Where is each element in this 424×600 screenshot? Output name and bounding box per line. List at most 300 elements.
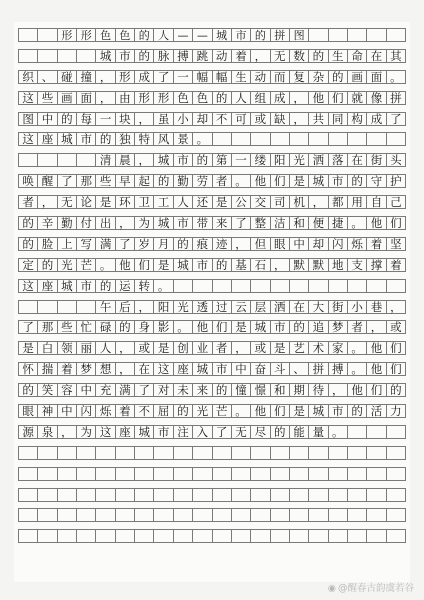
grid-cell: ， [271,259,290,272]
grid-cell: 岁 [135,238,154,251]
grid-cell: 光 [290,154,309,167]
grid-cell: 司 [271,196,290,209]
grid-cell [96,509,115,521]
grid-cell [19,509,38,521]
grid-cell: 写 [77,238,96,251]
grid-cell [367,426,386,439]
grid-cell: 他 [309,92,328,105]
grid-cell: 了 [154,71,173,84]
grid-cell: 城 [154,154,173,167]
grid-cell: 层 [251,301,270,314]
grid-cell [271,280,290,293]
grid-cell: 们 [213,321,232,334]
grid-cell: 带 [193,217,212,230]
grid-cell: 城 [154,217,173,230]
grid-cell [213,530,232,542]
grid-cell [387,447,406,459]
grid-cell: 组 [251,92,270,105]
grid-cell: 劳 [193,175,212,188]
grid-cell [290,530,309,542]
grid-cell [271,489,290,501]
watermark [328,580,414,594]
grid-cell: 支 [348,259,367,272]
grid-cell [154,468,173,480]
grid-cell [38,509,57,521]
grid-cell: 护 [387,175,406,188]
grid-cell: 大 [309,301,328,314]
grid-cell: 了 [213,426,232,439]
grid-cell: 们 [329,92,348,105]
grid-cell: 碰 [58,71,77,84]
grid-cell: 的 [135,29,154,42]
grid-cell: 着 [232,50,251,63]
grid-cell [329,447,348,459]
grid-cell [58,301,77,314]
grid-cell [290,509,309,521]
grid-cell: 的 [174,238,193,251]
grid-cell: 。 [154,280,173,293]
grid-row [18,404,406,418]
grid-cell: 眼 [19,405,38,418]
grid-cell [251,468,270,480]
grid-cell: 市 [329,405,348,418]
grid-cell: 力 [387,405,406,418]
grid-cell: 色 [193,92,212,105]
grid-cell: 定 [19,259,38,272]
grid-cell [213,447,232,459]
grid-cell: 形 [135,92,154,105]
grid-cell: 想 [96,363,115,376]
grid-cell [232,468,251,480]
grid-cell: 们 [387,217,406,230]
grid-cell: 。 [232,405,251,418]
grid-cell: 撞 [77,71,96,84]
grid-cell: 了 [135,384,154,397]
grid-cell: 自 [367,196,386,209]
grid-cell: 城 [213,29,232,42]
grid-cell [135,447,154,459]
grid-row [18,300,406,314]
grid-cell: 们 [271,175,290,188]
grid-cell: 晨 [116,154,135,167]
grid-cell: 。 [348,363,367,376]
grid-cell: ， [232,342,251,355]
grid-cell: 环 [116,196,135,209]
grid-cell: ， [96,71,115,84]
grid-cell: 无 [232,426,251,439]
grid-cell [77,530,96,542]
grid-cell: 忙 [77,321,96,334]
grid-cell: 清 [96,154,115,167]
grid-cell: 洒 [309,154,328,167]
grid-cell [329,468,348,480]
grid-cell: 丽 [77,342,96,355]
grid-cell: 来 [193,384,212,397]
grid-cell [348,489,367,501]
grid-cell: 、 [38,71,57,84]
grid-cell [232,280,251,293]
grid-cell: 尽 [251,426,270,439]
grid-cell: 出 [96,217,115,230]
grid-cell: 画 [58,92,77,105]
grid-cell: 人 [232,92,251,105]
grid-cell [251,530,270,542]
grid-cell: 在 [348,154,367,167]
grid-cell: 芒 [213,405,232,418]
grid-row [18,112,406,126]
grid-cell: 数 [290,50,309,63]
grid-cell [19,489,38,501]
grid-cell [348,280,367,293]
grid-cell [154,447,173,459]
grid-cell: 艺 [290,342,309,355]
grid-cell [77,154,96,167]
grid-cell: 织 [19,71,38,84]
grid-cell: 色 [116,29,135,42]
grid-cell [58,489,77,501]
grid-cell: 市 [271,321,290,334]
grid-cell: 巷 [367,301,386,314]
grid-cell [77,489,96,501]
grid-cell: 们 [367,384,386,397]
grid-cell: 那 [38,321,57,334]
grid-cell: 满 [96,238,115,251]
grid-cell: 创 [174,342,193,355]
grid-cell [38,447,57,459]
watermark-text: @醒春古韵虞若谷 [337,583,414,594]
grid-cell [329,133,348,146]
grid-cell: 活 [367,405,386,418]
grid-cell: 是 [290,405,309,418]
grid-cell: 后 [116,301,135,314]
grid-cell: 用 [348,196,367,209]
grid-cell: 不 [213,113,232,126]
grid-cell [290,280,309,293]
grid-cell: 对 [154,384,173,397]
grid-cell [251,489,270,501]
grid-cell: 跳 [193,50,212,63]
grid-cell: 整 [251,217,270,230]
grid-cell: 生 [232,71,251,84]
grid-cell: 。 [232,175,251,188]
grid-cell: 憧 [232,384,251,397]
grid-row [18,279,406,293]
grid-cell [174,509,193,521]
grid-cell: 座 [38,133,57,146]
grid-cell: 论 [77,196,96,209]
grid-cell [348,447,367,459]
grid-cell: 在 [135,363,154,376]
grid-row [18,362,406,376]
grid-cell [213,509,232,521]
title-row [18,28,406,42]
grid-cell: 神 [38,405,57,418]
grid-cell [96,447,115,459]
grid-cell: 着 [387,259,406,272]
grid-cell: 们 [135,259,154,272]
grid-cell: 他 [367,342,386,355]
grid-cell: 付 [77,217,96,230]
grid-cell: 者 [213,175,232,188]
grid-cell: 可 [232,113,251,126]
grid-cell: 这 [19,280,38,293]
grid-row [18,320,406,334]
grid-cell: 者 [213,342,232,355]
grid-cell: 云 [232,301,251,314]
grid-cell: ， [290,113,309,126]
grid-cell: 座 [116,426,135,439]
grid-cell: 头 [387,154,406,167]
grid-cell [58,50,77,63]
grid-cell: 城 [174,259,193,272]
grid-cell: 的 [348,405,367,418]
grid-cell: ， [232,238,251,251]
grid-cell [348,133,367,146]
grid-cell: 捷 [329,217,348,230]
grid-cell [19,301,38,314]
grid-cell: 幅 [193,71,212,84]
grid-cell: 唤 [19,175,38,188]
grid-row [18,529,406,543]
grid-cell: 烁 [96,405,115,418]
grid-cell: ， [309,196,328,209]
grid-cell [251,509,270,521]
grid-cell: 芒 [77,259,96,272]
grid-cell [135,530,154,542]
grid-cell [193,530,212,542]
grid-cell [38,50,57,63]
grid-cell [387,468,406,480]
grid-cell: ， [58,426,77,439]
grid-cell: ， [387,301,406,314]
grid-cell [96,530,115,542]
grid-cell: ， [367,321,386,334]
grid-cell: 阳 [271,154,290,167]
grid-cell: 追 [309,321,328,334]
grid-cell: 闪 [77,405,96,418]
grid-cell: 是 [154,259,173,272]
grid-cell [77,509,96,521]
grid-cell: 面 [367,71,386,84]
grid-cell: 。 [174,321,193,334]
grid-row [18,258,406,272]
grid-cell: 色 [96,29,115,42]
grid-cell [232,447,251,459]
grid-cell [135,489,154,501]
grid-cell: 充 [96,384,115,397]
grid-cell: 午 [96,301,115,314]
grid-cell: 座 [38,280,57,293]
grid-cell [348,530,367,542]
grid-cell: 人 [154,29,173,42]
grid-cell: ， [116,363,135,376]
grid-cell: 己 [387,196,406,209]
grid-row [18,446,406,460]
grid-cell: 工 [154,196,173,209]
grid-cell: 拼 [387,92,406,105]
grid-cell [348,468,367,480]
grid-cell: 的 [387,384,406,397]
grid-cell: 却 [193,113,212,126]
grid-cell [329,530,348,542]
grid-cell [232,509,251,521]
grid-cell: 痕 [193,238,212,251]
grid-cell: 是 [19,342,38,355]
grid-cell: 笑 [38,384,57,397]
grid-cell: 身 [135,321,154,334]
grid-cell [329,280,348,293]
grid-cell: 的 [96,280,115,293]
grid-cell [290,133,309,146]
grid-cell [329,29,348,42]
grid-cell: 了 [387,113,406,126]
grid-cell: 命 [348,50,367,63]
grid-row [18,508,406,522]
grid-cell: 在 [290,301,309,314]
grid-cell [213,280,232,293]
grid-cell [19,50,38,63]
grid-cell: 的 [213,92,232,105]
grid-cell: 脸 [38,238,57,251]
grid-cell: 市 [174,217,193,230]
grid-cell: 无 [271,50,290,63]
grid-cell [58,509,77,521]
grid-cell: 满 [116,384,135,397]
grid-cell: 洁 [271,217,290,230]
grid-cell [154,530,173,542]
grid-cell: 的 [213,384,232,397]
grid-cell: 坚 [387,238,406,251]
grid-row [18,132,406,146]
grid-cell: 。 [329,426,348,439]
grid-cell [271,509,290,521]
grid-cell [193,447,212,459]
grid-cell: 这 [19,92,38,105]
grid-cell: 些 [58,321,77,334]
grid-cell: 们 [271,405,290,418]
grid-cell: — [174,29,193,42]
grid-cell: 屈 [154,405,173,418]
grid-cell [387,426,406,439]
grid-cell: 着 [116,405,135,418]
grid-cell: ， [135,154,154,167]
grid-cell [58,530,77,542]
grid-cell: 梦 [329,321,348,334]
grid-cell: 。 [387,71,406,84]
grid-cell: 闪 [329,238,348,251]
grid-row [18,341,406,355]
grid-cell: 的 [329,71,348,84]
grid-cell: 的 [58,113,77,126]
grid-cell: 复 [290,71,309,84]
grid-cell: 憬 [251,384,270,397]
grid-cell [387,509,406,521]
grid-cell [387,133,406,146]
grid-cell [290,447,309,459]
grid-cell: 的 [193,154,212,167]
grid-cell [174,468,193,480]
grid-cell [367,280,386,293]
grid-cell: 他 [251,175,270,188]
grid-row [18,70,406,84]
grid-cell: 或 [251,342,270,355]
grid-cell [271,530,290,542]
grid-cell: 幅 [213,71,232,84]
grid-cell: ， [135,113,154,126]
grid-cell: ， [116,342,135,355]
grid-cell: 城 [58,280,77,293]
grid-cell [309,509,328,521]
grid-cell: 辛 [38,217,57,230]
grid-cell [367,29,386,42]
grid-cell [213,468,232,480]
grid-cell: 揣 [38,363,57,376]
grid-cell: 些 [38,92,57,105]
grid-cell: 却 [309,238,328,251]
grid-cell: 像 [367,92,386,105]
grid-cell: 构 [348,113,367,126]
grid-cell: 守 [367,175,386,188]
grid-cell: 术 [309,342,328,355]
grid-cell [367,468,386,480]
grid-cell: 眼 [271,238,290,251]
grid-cell: 基 [232,259,251,272]
grid-cell: 中 [38,113,57,126]
grid-cell: 洒 [271,301,290,314]
grid-cell: 一 [174,71,193,84]
grid-cell: 碌 [96,321,115,334]
grid-cell: 入 [193,426,212,439]
grid-cell [77,468,96,480]
grid-cell: 而 [271,71,290,84]
grid-cell: 面 [77,92,96,105]
grid-row [18,425,406,439]
grid-cell: 城 [193,363,212,376]
grid-cell: 能 [290,426,309,439]
grid-cell: 虽 [154,113,173,126]
grid-cell [154,509,173,521]
grid-cell: 中 [290,238,309,251]
grid-cell: 待 [309,384,328,397]
grid-cell: 容 [58,384,77,397]
grid-cell: 是 [290,175,309,188]
grid-cell: 了 [58,175,77,188]
grid-cell: 的 [213,259,232,272]
grid-cell [38,530,57,542]
grid-cell: 地 [329,259,348,272]
grid-cell: 街 [367,154,386,167]
grid-cell: 缕 [251,154,270,167]
grid-cell: 卫 [135,196,154,209]
grid-cell: 一 [96,113,115,126]
grid-cell [348,29,367,42]
grid-cell: 第 [213,154,232,167]
grid-cell [193,280,212,293]
grid-cell: 的 [19,217,38,230]
grid-cell: 运 [116,280,135,293]
grid-cell [367,133,386,146]
grid-cell [19,530,38,542]
grid-cell: 城 [58,133,77,146]
grid-cell [213,489,232,501]
grid-cell [309,447,328,459]
grid-cell [77,447,96,459]
grid-cell: 量 [309,426,328,439]
grid-cell: 的 [19,384,38,397]
grid-cell: 中 [77,384,96,397]
grid-cell: ， [251,50,270,63]
grid-cell [309,530,328,542]
